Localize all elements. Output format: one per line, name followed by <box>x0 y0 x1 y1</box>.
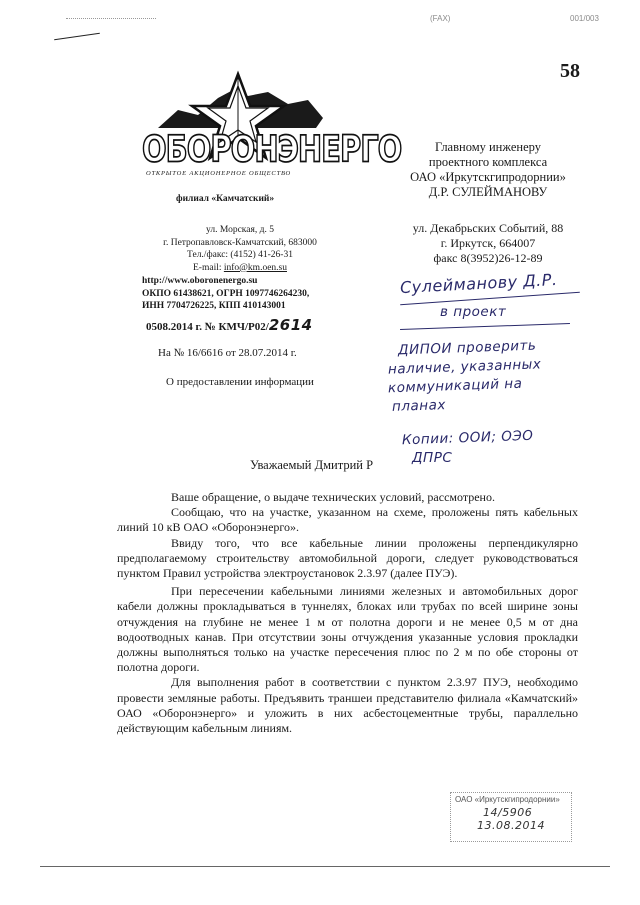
handwritten-line4: наличие, указанных <box>387 356 542 378</box>
recipient-company: ОАО «Иркутскгипродорнии» <box>410 170 566 184</box>
sender-okpo: ОКПО 61438621, ОГРН 1097746264230, <box>142 288 310 299</box>
footer-rule <box>40 866 610 867</box>
sender-registry <box>142 275 362 313</box>
recipient-name: Д.Р. СУЛЕЙМАНОВУ <box>428 185 548 199</box>
sender-inn: ИНН 7704726225, КПП 410143001 <box>142 301 286 311</box>
sender-address <box>130 224 350 274</box>
letter-reply-to: На № 16/6616 от 28.07.2014 г. <box>158 347 297 359</box>
handwritten-dprs: ДПРС <box>412 450 453 466</box>
fax-header-mark: (FAX) <box>430 14 451 23</box>
sender-email: info@km.oen.su <box>223 262 287 273</box>
logo-wordmark: ОБОРОНЭНЕРГО <box>142 127 402 171</box>
sender-email-label: E-mail: <box>193 262 222 273</box>
letter-subject: О предоставлении информации <box>166 376 314 388</box>
letter-body <box>117 490 578 736</box>
body-paragraph-4: При пересечении кабельными линиями железных и автомобильных дорог кабели должны прокладываться в туннелях, блоках или трубах по всей ширине зоны отчуждения на глубине не менее 1 м от полотна дороги и не менее 0,5 м от дна водоотводных канав. При отсутствии зоны отчуждения указанные условия прокладки должны выполняться только на участке пересечения плюс по 2 м по обе стороны от полотна дороги. <box>117 584 578 675</box>
fax-header-rule <box>66 18 156 19</box>
logo-subtitle: ОТКРЫТОЕ АКЦИОНЕРНОЕ ОБЩЕСТВО <box>146 170 291 177</box>
letter-ref-handwritten: 2614 <box>268 316 313 334</box>
recipient-city: г. Иркутск, 664007 <box>440 236 536 250</box>
sender-email-row <box>130 262 350 275</box>
stamp-company: ОАО «Иркутскгипродорнии» <box>455 795 560 804</box>
handwritten-line2: в проект <box>440 304 507 320</box>
letter-date-rest: 08.2014 г. № КМЧ/Р02/ <box>157 321 269 333</box>
letter-date-ref <box>146 316 313 334</box>
page-number: 58 <box>560 60 580 82</box>
body-paragraph-3: Ввиду того, что все кабельные линии проложены перпендикулярно предполагаемому строительству автомобильной дороги, следует руководствоваться пунктом Правил устройства электроустановок 2.3.97 (далее ПУЭ). <box>117 535 578 581</box>
body-paragraph-2: Сообщаю, что на участке, указанном на схеме, проложены пять кабельных линий 10 кВ ОАО «Оборонэнерго». <box>117 505 578 535</box>
stamp-number: 14/5906 <box>483 806 533 819</box>
handwritten-addressee: Сулейманову Д.Р. <box>399 269 558 298</box>
body-paragraph-1: Ваше обращение, о выдаче технических условий, рассмотрено. <box>171 490 495 504</box>
recipient-dept: проектного комплекса <box>428 155 548 169</box>
greeting: Уважаемый Дмитрий Р <box>250 458 374 472</box>
pen-stroke <box>54 33 100 40</box>
sender-branch: филиал «Камчатский» <box>176 194 275 204</box>
body-paragraph-5: Для выполнения работ в соответствии с пунктом 2.3.97 ПУЭ, необходимо провести земляные работы. Предъявить траншеи представителю филиала «Камчатский» ОАО «Оборонэнерго» и уложить в них асбестоцементные трубы, параллельно действующим кабельным линиям. <box>117 675 578 736</box>
fax-header-page: 001/003 <box>570 14 599 23</box>
recipient-fax: факс 8(3952)26-12-89 <box>433 251 543 265</box>
handwritten-underline-2 <box>400 323 570 330</box>
letter-date-day: 05 <box>146 321 157 333</box>
sender-phone: Тел./факс: (4152) 41-26-31 <box>187 250 293 260</box>
handwritten-copies: Копии: ООИ; ОЭО <box>401 427 534 449</box>
stamp-date: 13.08.2014 <box>477 819 545 832</box>
handwritten-line3: ДИПОИ проверить <box>397 337 537 359</box>
recipient-address <box>388 221 588 266</box>
recipient-block <box>388 140 588 200</box>
recipient-street: ул. Декабрьских Событий, 88 <box>412 221 564 235</box>
sender-website: http://www.oboronenergo.su <box>142 276 258 286</box>
handwritten-line6: планах <box>391 397 447 415</box>
sender-city: г. Петропавловск-Камчатский, 683000 <box>163 237 317 248</box>
incoming-stamp <box>450 792 572 842</box>
sender-street: ул. Морская, д. 5 <box>206 225 274 235</box>
recipient-title: Главному инженеру <box>435 140 541 154</box>
handwritten-line5: коммуникаций на <box>387 375 523 397</box>
